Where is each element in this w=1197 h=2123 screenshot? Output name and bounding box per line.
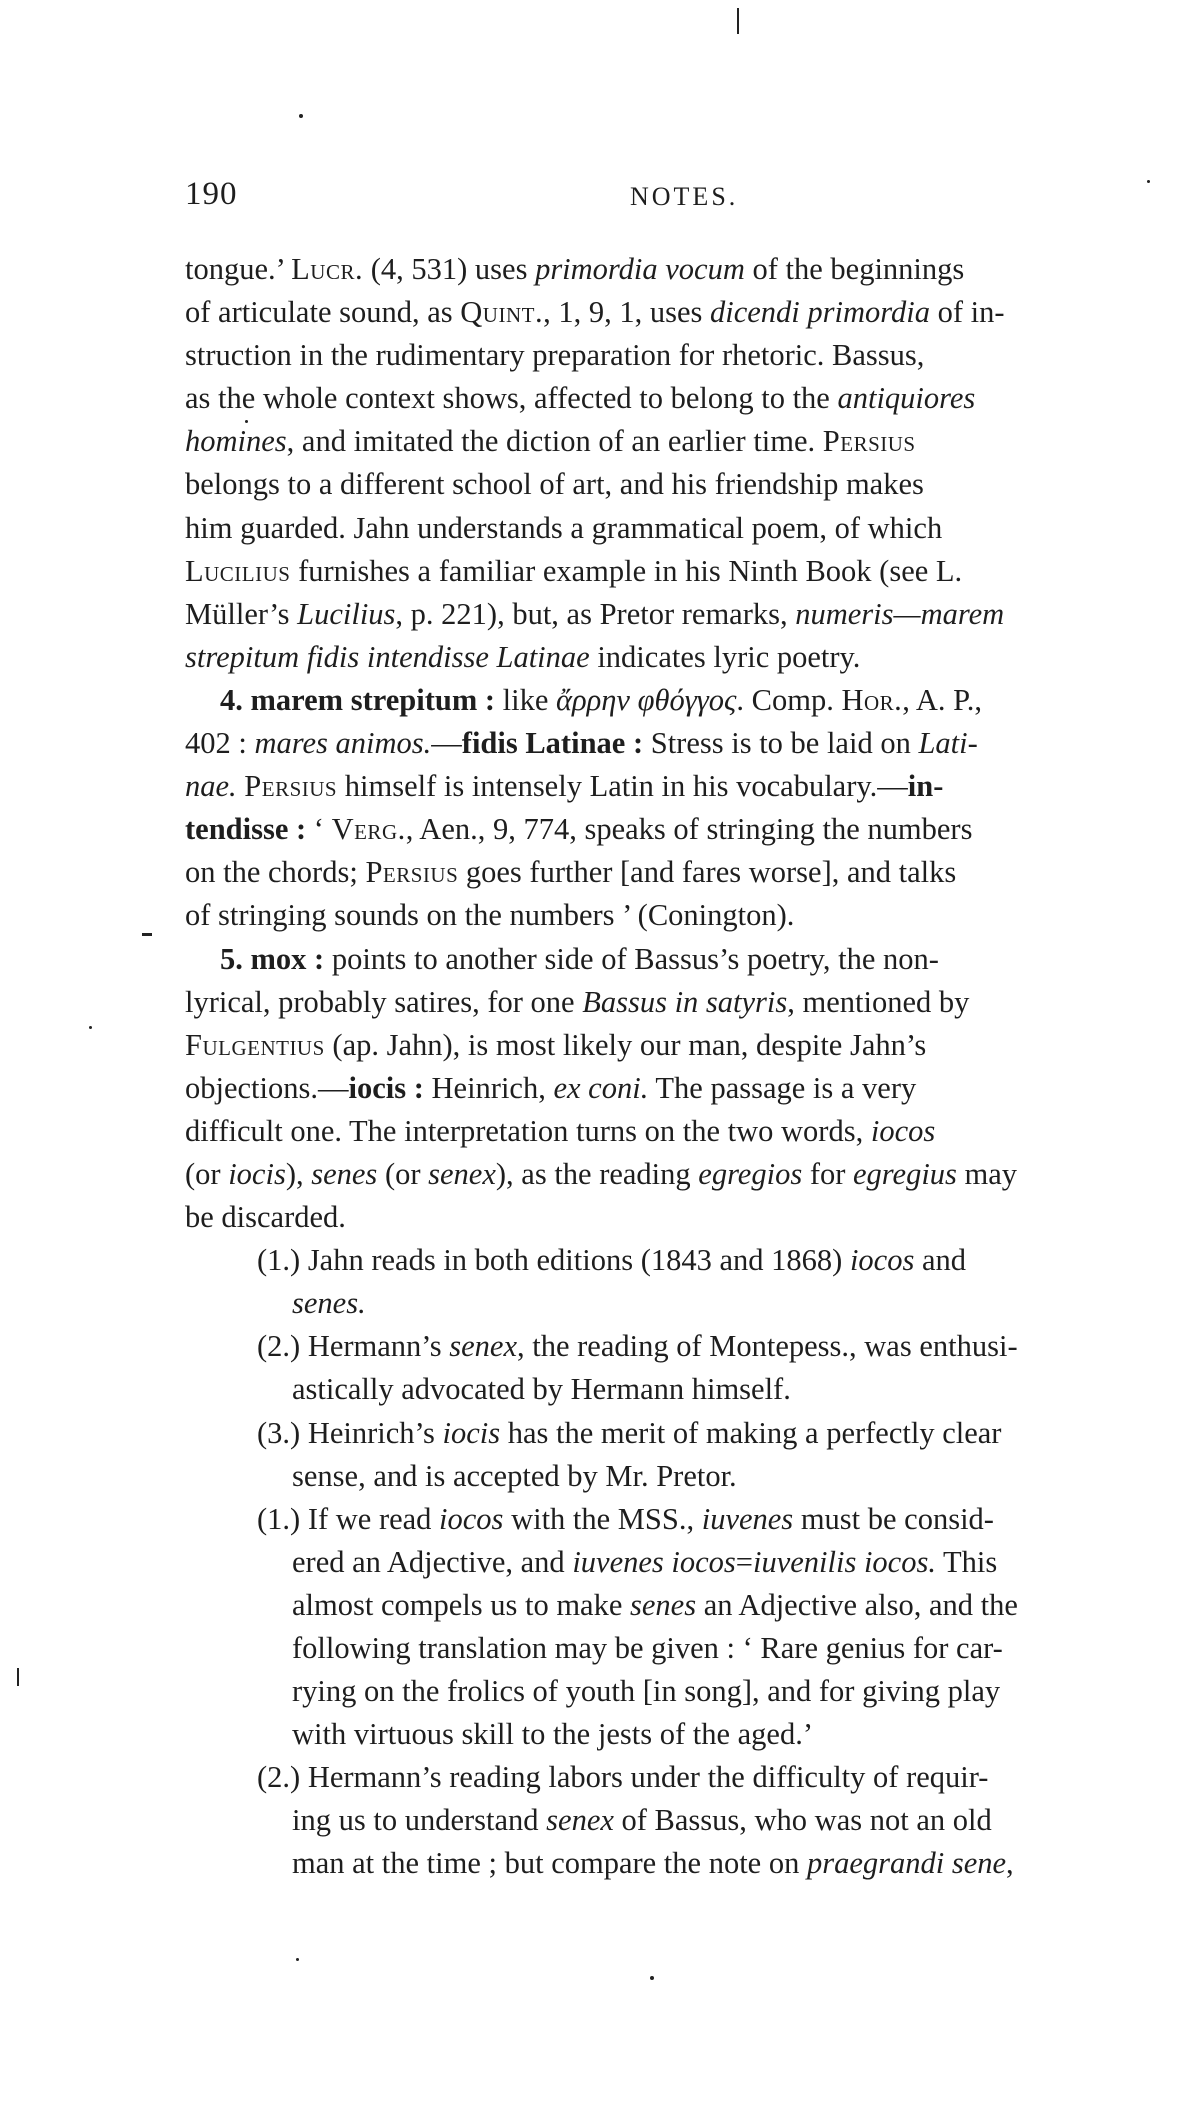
text-line [185, 981, 1183, 1024]
text-run: (2.) Hermann’s [257, 1329, 450, 1364]
italic-run: egregios [698, 1156, 803, 1191]
text-run: of in- [929, 295, 1005, 330]
text-run: belongs to a different school of art, and his friendship makes [185, 467, 924, 502]
italic-run: iuvenes iocos [572, 1544, 736, 1579]
text-run: Heinrich, [423, 1070, 554, 1105]
text-line [185, 1627, 1183, 1670]
text-run: , and imitated the diction of an earlier time. [286, 424, 823, 459]
lemma: 4. marem strepitum : [220, 682, 496, 717]
text-run: him guarded. Jahn understands a grammatical poem, of which [185, 510, 943, 545]
text-run: (or [377, 1156, 429, 1191]
text-run: , the reading of Montepess., was enthusi- [517, 1329, 1018, 1364]
text-run: like [495, 682, 557, 717]
text-line [185, 377, 1183, 420]
text-line [185, 1282, 1183, 1325]
text-line [185, 1584, 1183, 1627]
text-line [185, 722, 1183, 765]
text-run: himself is intensely Latin in his vocabulary.— [337, 769, 908, 804]
italic-run: mares animos. [254, 726, 432, 761]
text-line [185, 420, 1183, 463]
text-run: . Comp. [736, 682, 842, 717]
text-run: and [914, 1243, 967, 1278]
text-line [185, 765, 1183, 808]
text-run: = [735, 1544, 753, 1579]
text-line [185, 679, 1183, 722]
text-run: of Bassus, who was not an old [613, 1803, 992, 1838]
italic-run: antiquiores [837, 381, 976, 416]
text-run: lyrical, probably satires, for one [185, 984, 583, 1019]
italic-run: iuvenilis iocos. [752, 1544, 936, 1579]
text-run: goes further [and fares worse], and talks [458, 855, 957, 890]
author-name: Hor. [841, 682, 903, 717]
scan-mark-left [17, 1668, 19, 1686]
text-line [185, 463, 1183, 506]
text-line [185, 894, 1183, 937]
italic-run: Bassus in satyris [582, 984, 788, 1019]
text-run: — [431, 726, 462, 761]
text-run: difficult one. The interpretation turns on the two words, [185, 1113, 871, 1148]
italic-run: primordia vocum [535, 252, 745, 286]
author-name: Persius [244, 769, 338, 804]
author-name: Fulgentius [185, 1027, 325, 1062]
text-run: with virtuous skill to the jests of the aged.’ [292, 1717, 813, 1752]
greek-phrase: ἄρρην φθόγγος [556, 682, 737, 717]
scan-dot [650, 1976, 654, 1980]
text-run: indicates lyric poetry. [589, 639, 861, 674]
scan-dot [296, 1958, 299, 1961]
italic-run: iuvenes [701, 1501, 794, 1536]
text-run: almost compels us to make [292, 1587, 630, 1622]
text-line [185, 550, 1183, 593]
text-run: be discarded. [185, 1200, 346, 1235]
italic-run: praegrandi sene [806, 1846, 1007, 1881]
text-run: ered an Adjective, and [292, 1544, 573, 1579]
text-line [185, 808, 1183, 851]
italic-run: senes [311, 1156, 378, 1191]
text-run: (4, 531) uses [363, 252, 536, 286]
text-run: , p. 221), but, as Pretor remarks, [395, 596, 796, 631]
text-run: furnishes a familiar example in his Ninth Book (see L. [290, 553, 963, 588]
text-line [185, 1670, 1183, 1713]
text-line [185, 1713, 1183, 1756]
text-run: 402 : [185, 726, 255, 761]
text-line [185, 1842, 1183, 1885]
text-run: (2.) Hermann’s reading labors under the difficulty of requir- [257, 1760, 989, 1795]
italic-run: dicendi primordia [709, 295, 930, 330]
text-line [185, 1799, 1183, 1842]
author-name: Verg. [331, 812, 406, 847]
italic-run: iocos [870, 1113, 936, 1148]
text-line [185, 1196, 1183, 1239]
text-run: , mentioned by [787, 984, 970, 1019]
text-line [185, 291, 1183, 334]
text-run: man at the time ; but compare the note on [292, 1846, 807, 1881]
italic-run: senex [428, 1156, 496, 1191]
text-run: , A. P., [902, 682, 982, 717]
running-head: NOTES. [630, 182, 739, 211]
text-run: ), as the reading [495, 1156, 699, 1191]
scan-dot [299, 114, 303, 118]
text-run: (3.) Heinrich’s [257, 1415, 443, 1450]
italic-run: senex [449, 1329, 517, 1364]
lemma: iocis : [348, 1070, 424, 1105]
text-line [185, 851, 1183, 894]
author-name: Persius [822, 424, 916, 459]
text-run: Stress is to be laid on [643, 726, 919, 761]
italic-run: senes [630, 1587, 697, 1622]
text-run: an Adjective also, and the [696, 1587, 1018, 1622]
author-name: Lucilius [185, 553, 291, 588]
text-run: of the beginnings [744, 252, 965, 286]
text-run: , 1, 9, 1, uses [543, 295, 710, 330]
text-run: rying on the frolics of youth [in song], and for giving play [292, 1674, 1001, 1709]
text-line [185, 1239, 1183, 1282]
text-line [185, 1368, 1183, 1411]
italic-run: homines [185, 424, 287, 459]
scan-dot [89, 1026, 92, 1029]
italic-run: Lucilius [297, 596, 396, 631]
text-line [185, 1455, 1183, 1498]
lemma: fidis Latinae : [461, 726, 644, 761]
italic-run: iocos [849, 1243, 915, 1278]
text-run: on the chords; [185, 855, 366, 890]
italic-run: strepitum fidis intendisse Latinae [185, 639, 590, 674]
text-line [185, 1541, 1183, 1584]
italic-run: ex coni. [553, 1070, 649, 1105]
notes-body [185, 248, 1183, 1886]
text-line [185, 1325, 1183, 1368]
text-run: , Aen., 9, 774, speaks of stringing the numbers [405, 812, 973, 847]
scan-dash [142, 933, 152, 936]
text-run: The passage is a very [648, 1070, 917, 1105]
text-line [185, 938, 1183, 981]
scan-mark-top [737, 8, 739, 34]
italic-run: iocos [439, 1501, 504, 1536]
text-run: may [956, 1156, 1018, 1191]
text-run: ), [285, 1156, 312, 1191]
lemma: tendisse : [185, 812, 307, 847]
lemma: in- [907, 769, 944, 804]
text-run: with the MSS., [503, 1501, 702, 1536]
text-run: Müller’s [185, 596, 298, 631]
text-line [185, 334, 1183, 377]
text-run: astically advocated by Hermann himself. [292, 1372, 791, 1407]
author-name: Quint. [460, 295, 544, 330]
text-line [185, 507, 1183, 550]
text-run: (1.) If we read [257, 1501, 440, 1536]
text-line [185, 593, 1183, 636]
text-line [185, 248, 1183, 291]
text-run: ‘ [306, 812, 332, 847]
text-line [185, 1067, 1183, 1110]
text-run: struction in the rudimentary preparation for rhetoric. Bassus, [185, 338, 925, 373]
italic-run: numeris—marem [795, 596, 1005, 631]
text-run: must be consid- [793, 1501, 994, 1536]
italic-run: senes. [292, 1286, 366, 1321]
text-run: (ap. Jahn), is most likely our man, despite Jahn’s [324, 1027, 927, 1062]
text-line [185, 1153, 1183, 1196]
text-run: This [935, 1544, 998, 1579]
text-run: as the whole context shows, affected to belong to the [185, 381, 838, 416]
text-run: ing us to understand [292, 1803, 547, 1838]
italic-run: nae. [185, 769, 237, 804]
text-line [185, 1412, 1183, 1455]
text-line [185, 1024, 1183, 1067]
text-run: (1.) Jahn reads in both editions (1843 and 1868) [257, 1243, 850, 1278]
text-run: following translation may be given : ‘ Rare genius for car- [292, 1631, 1003, 1665]
text-run: objections.— [185, 1070, 349, 1105]
text-run: of stringing sounds on the numbers ’ (Conington). [185, 898, 795, 933]
italic-run: Lati- [918, 726, 978, 761]
page-number: 190 [185, 176, 238, 212]
italic-run: senex [546, 1803, 614, 1838]
text-line [185, 1498, 1183, 1541]
text-run: sense, and is accepted by Mr. Pretor. [292, 1458, 737, 1493]
lemma: 5. mox : [220, 941, 325, 976]
page-header [185, 176, 1175, 216]
author-name: Lucr. [291, 252, 364, 286]
text-run: (or [185, 1156, 229, 1191]
text-run: tongue.’ [185, 252, 292, 286]
text-run: has the merit of making a perfectly clear [500, 1415, 1002, 1450]
italic-run: egregius [853, 1156, 957, 1191]
italic-run: iocis [228, 1156, 286, 1191]
text-run: for [802, 1156, 854, 1191]
text-line [185, 636, 1183, 679]
text-run: of articulate sound, as [185, 295, 461, 330]
text-run: points to another side of Bassus’s poetry, the non- [324, 941, 939, 976]
italic-run: iocis [442, 1415, 501, 1450]
text-line [185, 1110, 1183, 1153]
author-name: Persius [365, 855, 459, 890]
text-run: , [1006, 1846, 1014, 1881]
text-line [185, 1756, 1183, 1799]
